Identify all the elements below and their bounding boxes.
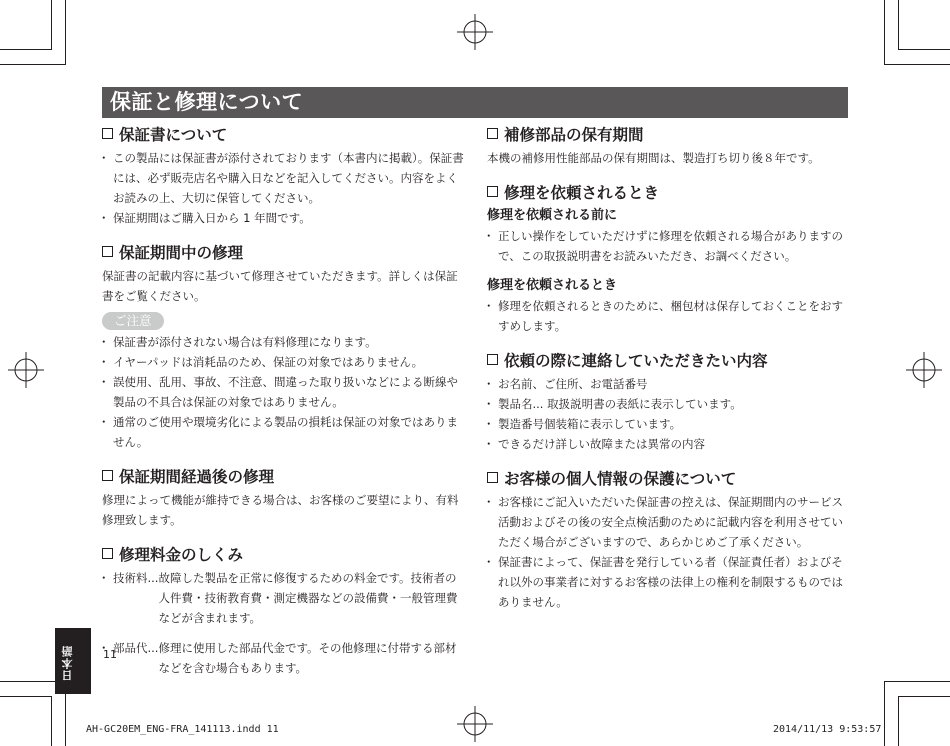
checkbox-bullet-icon (487, 186, 498, 197)
contact-section-heading (487, 350, 848, 372)
privacy-title: お客様の個人情報の保護について (504, 470, 737, 488)
list-item: ・ お客様にご記入いただいた保証書の控えは、保証期間内のサービス活動およびその後の安全点検活動のために記載内容を利用させていただく場合がございますので、あらかじめご了承ください。 (487, 492, 848, 552)
registration-mark-right-icon (906, 352, 942, 388)
list-item: ・ 製造番号個装箱に表示しています。 (487, 414, 848, 434)
list-item: ・ 修理を依頼されるときのために、梱包材は保存しておくことをおすすめします。 (487, 296, 848, 336)
warranty-section-heading (102, 124, 464, 146)
list-item: ・ 正しい操作をしていただけずに修理を依頼される場合がありますので、この取扱説明書をお読みいただき、お調べください。 (487, 226, 848, 266)
checkbox-bullet-icon (487, 472, 498, 483)
fees-title: 修理料金のしくみ (119, 546, 244, 564)
checkbox-bullet-icon (487, 354, 498, 365)
before-request-list (487, 226, 848, 266)
fee-description: 故障した製品を正常に修復するための料金です。技術者の人件費・技術教育費・測定機器などの設備費・一般管理費などが含まれます。 (158, 571, 458, 625)
during-section-heading (102, 242, 464, 264)
warranty-title: 保証書について (119, 126, 228, 144)
request-title: 修理を依頼されるとき (504, 184, 660, 202)
request-section-heading (487, 182, 848, 204)
before-request-subheading: 修理を依頼される前に (487, 208, 618, 223)
checkbox-bullet-icon (102, 246, 113, 257)
registration-mark-left-icon (8, 352, 44, 388)
slug-date: 2014/11/13 9:53:57 (773, 724, 882, 735)
page-title: 保証と修理について (102, 87, 848, 118)
after-section-heading (102, 466, 464, 488)
parts-title: 補修部品の保有期間 (504, 126, 644, 144)
language-tab-label: 日本語 (61, 645, 74, 681)
list-item: ・ 保証書によって、保証書を発行している者（保証責任者）およびそれ以外の事業者に対するお客様の法律上の権利を制限するものではありません。 (487, 552, 848, 612)
caution-badge: ご注意 (102, 312, 164, 330)
slug-file: AH-GC20EM_ENG-FRA_141113.indd 11 (86, 724, 279, 735)
list-item: ・ お名前、ご住所、お電話番号 (487, 374, 848, 394)
list-item: ・ できるだけ詳しい故障または異常の内容 (487, 434, 848, 454)
fee-definition (102, 638, 464, 678)
during-body: 保証書の記載内容に基づいて修理させていただきます。詳しくは保証書をご覧ください。 (102, 269, 458, 303)
checkbox-bullet-icon (102, 548, 113, 559)
parts-body: 本機の補修用性能部品の保有期間は、製造打ち切り後８年です。 (487, 151, 820, 165)
privacy-section-heading (487, 468, 848, 490)
list-item: ・ 通常のご使用や環境劣化による製品の損耗は保証の対象ではありません。 (102, 412, 464, 452)
list-item: ・ 製品名... 取扱説明書の表紙に表示しています。 (487, 394, 848, 414)
when-request-list (487, 296, 848, 336)
fees-definitions (102, 568, 464, 678)
fee-definition (102, 568, 464, 628)
checkbox-bullet-icon (487, 128, 498, 139)
registration-mark-bottom-icon (457, 706, 493, 742)
fee-term: ・ 部品代... (113, 641, 159, 655)
parts-section-heading (487, 124, 848, 146)
list-item: ・ 誤使用、乱用、事故、不注意、間違った取り扱いなどによる断線や製品の不具合は保証の対象ではありません。 (102, 372, 464, 412)
list-item: ・ イヤーパッドは消耗品のため、保証の対象ではありません。 (102, 352, 464, 372)
contact-title: 依頼の際に連絡していただきたい内容 (504, 352, 768, 370)
list-item: ・ 保証期間はご購入日から 1 年間です。 (102, 208, 464, 228)
fee-description: 修理に使用した部品代金です。その他修理に付帯する部材などを含む場合もあります。 (158, 641, 457, 675)
list-item: ・ 保証書が添付されない場合は有料修理になります。 (102, 332, 464, 352)
privacy-list (487, 492, 848, 612)
contact-list (487, 374, 848, 454)
during-title: 保証期間中の修理 (119, 244, 244, 262)
page-number: 11 (103, 648, 117, 661)
registration-mark-top-icon (457, 14, 493, 50)
fee-term: ・ 技術料... (113, 571, 159, 585)
fees-section-heading (102, 544, 464, 566)
checkbox-bullet-icon (102, 470, 113, 481)
caution-list (102, 332, 464, 452)
after-title: 保証期間経過後の修理 (119, 468, 275, 486)
when-request-subheading: 修理を依頼されるとき (487, 278, 618, 293)
left-column (102, 124, 464, 678)
after-body: 修理によって機能が維持できる場合は、お客様のご要望により、有料修理致します。 (102, 493, 459, 527)
list-item: ・ この製品には保証書が添付されております（本書内に掲載）。保証書には、必ず販売店名や購入日などを記入してください。内容をよくお読みの上、大切に保管してください。 (102, 148, 464, 208)
right-column (487, 124, 848, 612)
checkbox-bullet-icon (102, 128, 113, 139)
warranty-list (102, 148, 464, 228)
